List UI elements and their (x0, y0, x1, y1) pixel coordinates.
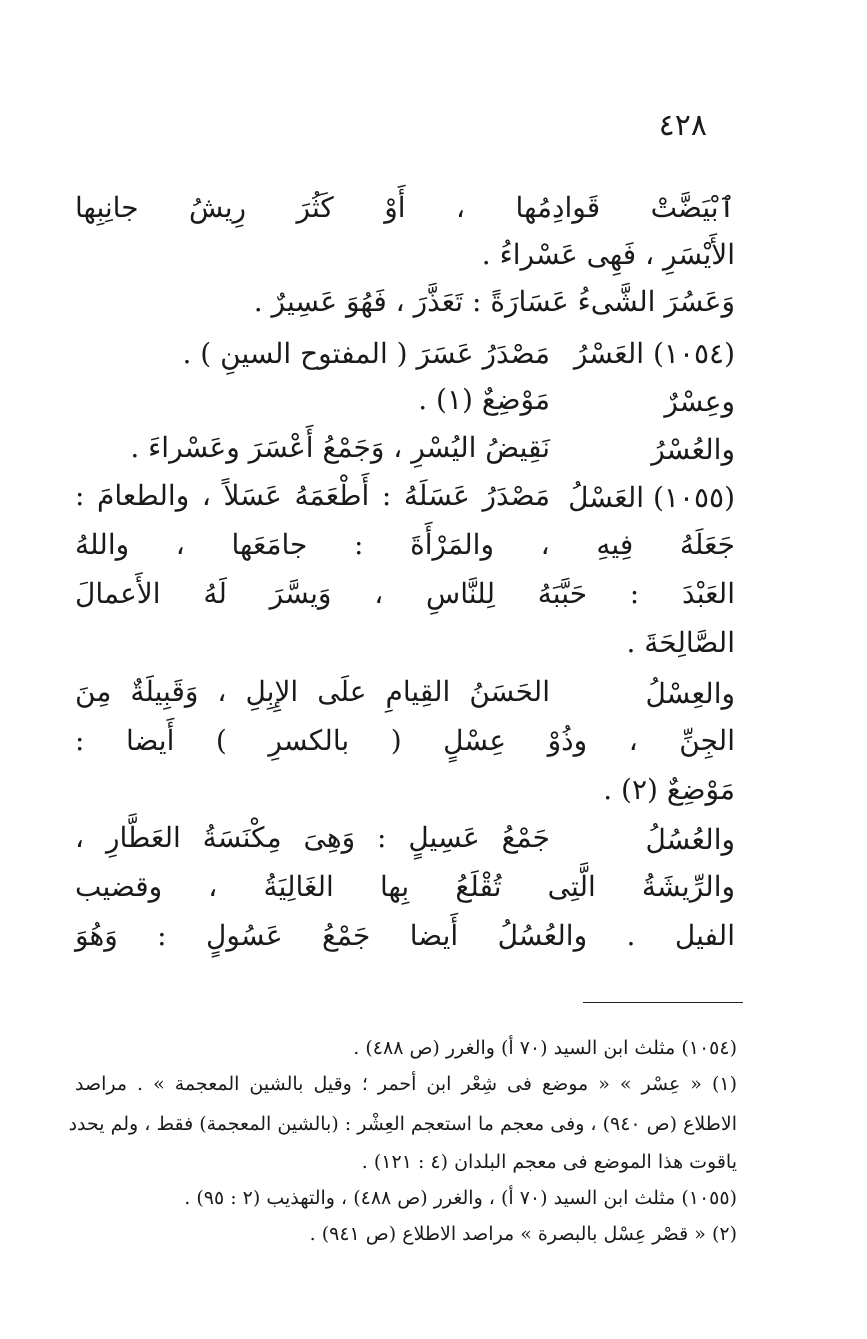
footnote: (١٠٥٥) مثلث ابن السيد (٧٠ أ) ، والغرر (ص ٤٨٨) ، والتهذيب (٢ : ٩٥) . (184, 1187, 737, 1209)
text-line: الأَيْسَرِ ، فَهِى عَسْراءُ . (481, 238, 735, 271)
entry-headword: والعُسُلُ (645, 823, 735, 856)
entry-definition-continued: الجِنِّ ، وذُوْ عِسْلٍ ( بالكسرِ ) أَيضا : (75, 724, 735, 757)
entry-definition: جَمْعُ عَسِيلٍ : وَهِىَ مِكْنَسَةُ العَطَّارِ ، (75, 821, 550, 854)
entry-definition-continued: العَبْدَ : حَبَّبَهُ لِلنَّاسِ ، وَيسَّرَ لَهُ الأَعمالَ (75, 577, 735, 610)
footnote: (٢) « قصْر عِسْل بالبصرة » مراصد الاطلاع (ص ٩٤١) . (309, 1223, 737, 1245)
entry-definition-continued: الصَّالِحَةَ . (626, 626, 735, 659)
entry-headword: وعِسْرٌ (664, 385, 735, 418)
entry-definition-continued: والرِّيشَةُ الَّتِى تُقْلَعُ بِها الغَالِيَةُ ، وقضيب (75, 870, 735, 903)
entry-definition-continued: الفيل . والعُسُلُ أَيضا جَمْعُ عَسُولٍ : وَهُوَ (75, 919, 735, 952)
entry-definition: مَصْدَرُ عَسَرَ ( المفتوح السينِ ) . (182, 337, 550, 370)
footnote: الاطلاع (ص ٩٤٠) ، وفى معجم ما استعجم العِشْر : (بالشين المعجمة) فقط ، ولم يحدد (68, 1113, 737, 1135)
footnote: ياقوت هذا الموضع فى معجم البلدان (٤ : ١٢١) . (361, 1151, 737, 1173)
footnote: (١٠٥٤) مثلث ابن السيد (٧٠ أ) والغرر (ص ٤٨٨) . (353, 1037, 737, 1059)
entry-headword: والعُسْرُ (651, 433, 735, 466)
entry-definition-continued: مَوْضِعٌ (٢) . (603, 773, 735, 806)
entry-definition: نَقِيضُ اليُسْرِ ، وَجَمْعُ أَعْسَرَ وعَسْراءَ . (130, 431, 550, 464)
entry-headword: والعِسْلُ (645, 677, 735, 710)
text-line: ٱبْيَضَّتْ قَوادِمُها ، أَوْ كَثُرَ رِيشُ جانِبِها (75, 191, 735, 224)
entry-headword: (١٠٥٥) العَسْلُ (568, 481, 735, 514)
entry-definition: مَوْضِعٌ (١) . (418, 383, 550, 416)
footnote-separator (583, 1002, 743, 1003)
entry-headword: (١٠٥٤) العَسْرُ (573, 337, 735, 370)
entry-definition: مَصْدَرُ عَسَلَهُ : أَطْعَمَهُ عَسَلاً ، والطعامَ : (75, 479, 550, 512)
text-line: وَعَسُرَ الشَّىءُ عَسَارَةً : تَعَذَّرَ ، فَهُوَ عَسِيرٌ . (253, 285, 735, 318)
page-number: ٤٢٨ (658, 108, 707, 143)
footnote: (١) « عِسْر » « موضع فى شِعْر ابن أحمر ؛ وقيل بالشين المعجمة » . مراصد (75, 1073, 737, 1095)
entry-definition: الحَسَنُ القِيامِ علَى الإِبِلِ ، وَقَبِيلَةٌ مِنَ (75, 675, 550, 708)
entry-definition-continued: جَعَلَهُ فِيهِ ، والمَرْأَةَ : جامَعَها ، واللهُ (75, 528, 735, 561)
